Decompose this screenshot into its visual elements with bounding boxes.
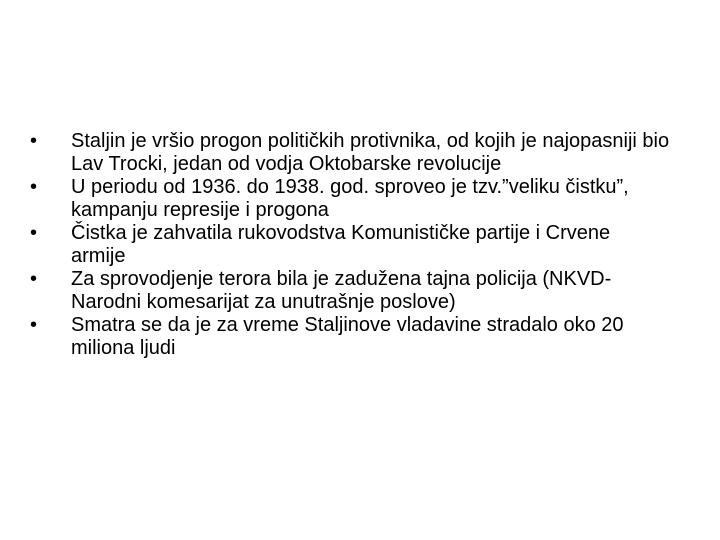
bullet-text: U periodu od 1936. do 1938. god. sproveo je tzv.”veliku čistku”, kampanju represije i progona [71, 176, 629, 221]
bullet-text: Staljin je vršio progon političkih protivnika, od kojih je najopasniji bio Lav Trocki, jedan od vodja Oktobarske revolucije [71, 130, 670, 175]
list-item [30, 176, 670, 221]
bullet-list [30, 130, 670, 360]
bullet-text: Smatra se da je za vreme Staljinove vladavine stradalo oko 20 miliona ljudi [71, 314, 624, 359]
list-item [30, 314, 670, 359]
list-item [30, 222, 670, 267]
bullet-marker: • [30, 314, 38, 336]
bullet-marker: • [30, 176, 38, 198]
bullet-marker: • [30, 130, 38, 152]
list-item [30, 130, 670, 175]
bullet-text: Čistka je zahvatila rukovodstva Komunističke partije i Crvene armije [71, 222, 611, 267]
bullet-marker: • [30, 222, 38, 244]
bullet-text: Za sprovodjenje terora bila je zadužena tajna policija (NKVD-Narodni komesarijat za unutrašnje poslove) [71, 268, 612, 313]
bullet-marker: • [30, 268, 38, 290]
list-item [30, 268, 670, 313]
